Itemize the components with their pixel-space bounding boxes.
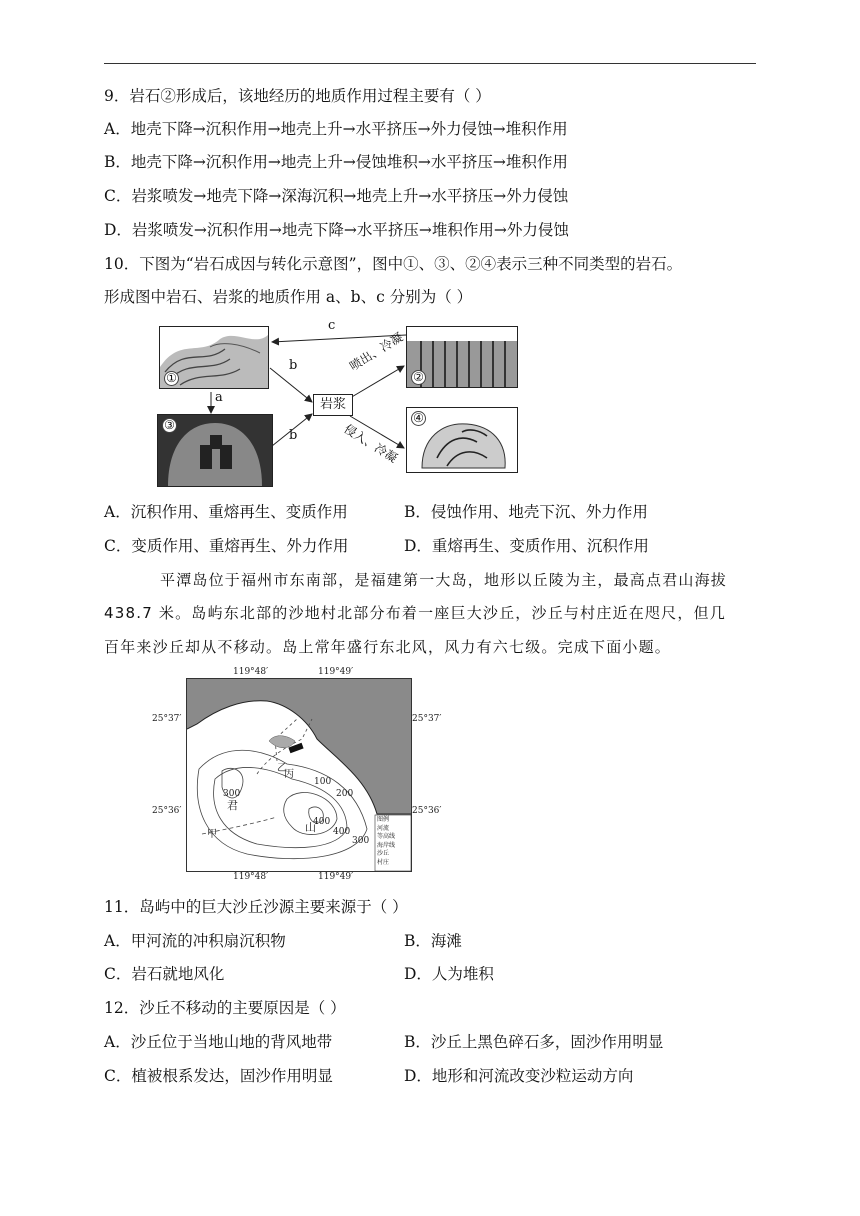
q10-option-c[interactable]: C．变质作用、重熔再生、外力作用 — [104, 537, 349, 555]
label-intrude-cool: 侵入、冷凝 — [341, 421, 400, 466]
contour-200: 200 — [336, 789, 354, 799]
label-b-upper: b — [289, 358, 298, 373]
q12-option-b[interactable]: B．沙丘上黑色碎石多，固沙作用明显 — [404, 1033, 664, 1051]
rock-number-2: ② — [411, 370, 426, 385]
rock-number-1: ① — [164, 371, 179, 386]
magma-box: 岩浆 — [313, 394, 353, 416]
label-shan: 山 — [305, 821, 316, 834]
passage-line3: 百年来沙丘却从不移动。岛上常年盛行东北风，风力有六七级。完成下面小题。 — [104, 638, 672, 656]
q9-option-c[interactable]: C．岩浆喷发→地壳下降→深海沉积→地壳上升→水平挤压→外力侵蚀 — [104, 187, 569, 205]
label-c: c — [328, 318, 336, 333]
label-jun: 君 — [227, 799, 238, 812]
rock-photo-2 — [406, 326, 518, 388]
map-lon-top-1: 119°48′ — [233, 667, 269, 677]
label-bing: 丙 — [284, 769, 294, 780]
label-yi: 乙 — [277, 763, 287, 774]
q10-option-b[interactable]: B．侵蚀作用、地壳下沉、外力作用 — [404, 503, 648, 521]
map-lon-bottom-2: 119°49′ — [318, 872, 354, 882]
contour-100: 100 — [314, 777, 332, 787]
q12-option-c[interactable]: C．植被根系发达，固沙作用明显 — [104, 1067, 333, 1085]
passage-line1: 平潭岛位于福州市东南部，是福建第一大岛，地形以丘陵为主，最高点君山海拔 — [160, 571, 728, 589]
label-a: a — [215, 390, 223, 405]
q10-option-d[interactable]: D．重熔再生、变质作用、沉积作用 — [404, 537, 649, 555]
q9-option-b[interactable]: B．地壳下降→沉积作用→地壳上升→侵蚀堆积→水平挤压→堆积作用 — [104, 153, 568, 171]
map-lon-top-2: 119°49′ — [318, 667, 354, 677]
map-lon-bottom-1: 119°48′ — [233, 872, 269, 882]
map-legend — [377, 816, 411, 867]
map-lat-left-1: 25°37′ — [152, 714, 182, 724]
q9-stem: 9．岩石②形成后，该地经历的地质作用过程主要有（ ） — [104, 87, 491, 105]
legend-coastline: 海岸线 — [377, 841, 396, 849]
label-b-lower: b — [289, 428, 298, 443]
q12-stem: 12．沙丘不移动的主要原因是（ ） — [104, 999, 346, 1017]
rock-number-3: ③ — [162, 418, 177, 433]
contour-400-a: 400 — [313, 817, 331, 827]
legend-village: 村庄 — [377, 858, 390, 866]
legend-contour: 等高线 — [377, 833, 396, 840]
label-jia: 甲 — [207, 829, 217, 840]
map-lat-right-2: 25°36′ — [412, 806, 442, 816]
q11-option-c[interactable]: C．岩石就地风化 — [104, 965, 225, 983]
q10-stem-line2: 形成图中岩石、岩浆的地质作用 a、b、c 分别为（ ） — [104, 288, 473, 306]
rock-photo-3 — [157, 414, 273, 487]
q11-stem: 11．岛屿中的巨大沙丘沙源主要来源于（ ） — [104, 898, 408, 916]
contour-300-east: 300 — [352, 836, 370, 846]
q9-option-a[interactable]: A．地壳下降→沉积作用→地壳上升→水平挤压→外力侵蚀→堆积作用 — [104, 120, 568, 138]
legend-title: 图例 — [377, 816, 390, 823]
rock-photo-1 — [159, 326, 269, 389]
q11-option-b[interactable]: B．海滩 — [404, 932, 462, 950]
contour-400-b: 400 — [333, 827, 351, 837]
rock-photo-4 — [406, 407, 518, 473]
q11-option-d[interactable]: D．人为堆积 — [404, 965, 494, 983]
pingtan-map — [186, 678, 412, 872]
label-erupt-cool: 喷出、冷凝 — [347, 329, 406, 374]
map-lat-right-1: 25°37′ — [412, 714, 442, 724]
legend-river: 河流 — [377, 824, 390, 832]
q12-option-d[interactable]: D．地形和河流改变沙粒运动方向 — [404, 1067, 634, 1085]
passage-line2: 438.7 米。岛屿东北部的沙地村北部分布着一座巨大沙丘，沙丘与村庄近在咫尺，但几 — [104, 604, 726, 622]
map-lat-left-2: 25°36′ — [152, 806, 182, 816]
header-rule — [104, 63, 756, 64]
contour-300-west: 300 — [223, 789, 241, 799]
q9-option-d[interactable]: D．岩浆喷发→沉积作用→地壳下降→水平挤压→堆积作用→外力侵蚀 — [104, 221, 569, 239]
q11-option-a[interactable]: A．甲河流的冲积扇沉积物 — [104, 932, 286, 950]
q12-option-a[interactable]: A．沙丘位于当地山地的背风地带 — [104, 1033, 333, 1051]
legend-dune: 沙丘 — [377, 850, 390, 857]
rock-number-4: ④ — [411, 411, 426, 426]
q10-option-a[interactable]: A．沉积作用、重熔再生、变质作用 — [104, 503, 348, 521]
q10-stem-line1: 10．下图为“岩石成因与转化示意图”，图中①、③、②④表示三种不同类型的岩石。 — [104, 255, 683, 273]
